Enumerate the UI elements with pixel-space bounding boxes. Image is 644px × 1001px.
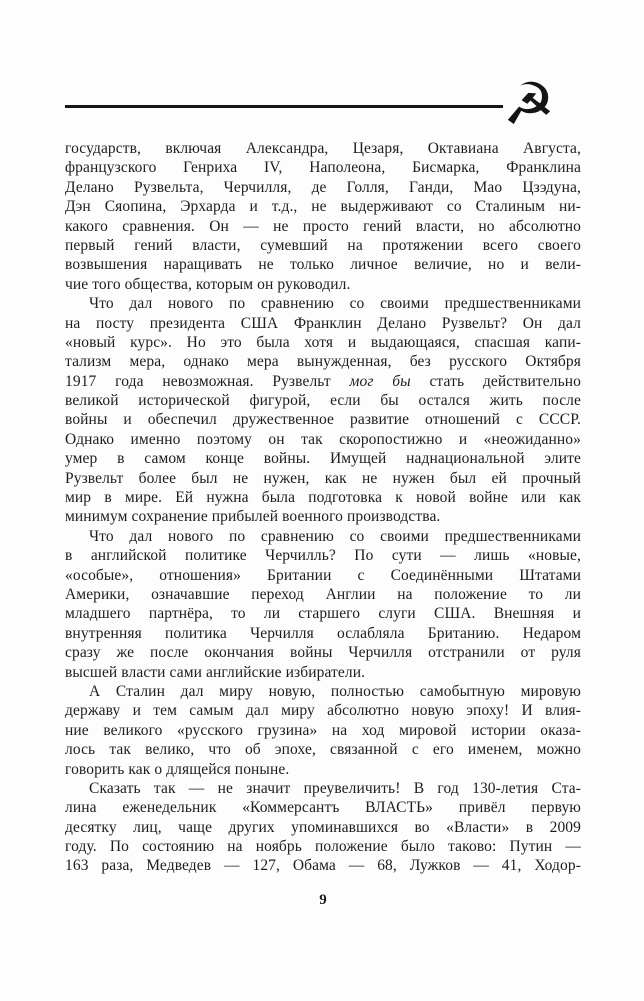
text-line: государств, включая Александра, Цезаря, Октавиана Августа, [65,140,581,157]
text-line: возвышения наращивать не только личное величие, но и вели- [65,256,581,274]
text-line: Что дал нового по сравнению со своими предшественниками [89,295,581,313]
page-number: 9 [319,892,327,908]
text-line: на посту президента США Франклин Делано Рузвельт? Он дал [65,314,581,332]
text-line: «новый курс». Но это была хотя и выдающаяся, спасшая капи- [65,333,581,351]
text-line: минимум сохранение прибылей военного производства. [65,508,441,526]
text-line: чие того общества, которым он руководил. [65,275,351,293]
text-line: 163 раза, Медведев — 127, Обама — 68, Лужков — 41, Ходор- [65,857,581,875]
text-line: лось так велико, что об эпохе, связанной с его именем, можно [65,741,581,759]
text-line: войны и обеспечил дружественное развитие отношений с СССР. [65,411,581,429]
text-line: Дэн Сяопина, Эрхарда и т.д., не выдерживают со Сталиным ни- [65,198,581,216]
paragraph [65,682,581,779]
text-line: великой исторической фигурой, если бы остался жить после [65,392,581,410]
text-line: говорить как о длящейся поныне. [65,760,290,778]
text-line: высшей власти сами английские избиратели. [65,663,366,681]
text-line: году. По состоянию на ноябрь положение было таково: Путин — [65,838,581,856]
text-line: «особые», отношения» Британии с Соединёнными Штатами [65,566,581,584]
text-line: десятку лиц, чаще других упоминавшихся во «Власти» в 2009 [65,818,581,836]
text-line: какого сравнения. Он — не просто гений власти, но абсолютно [65,217,581,235]
text-line: умер в самом конце войны. Имущей наднациональной элите [65,450,581,468]
horizontal-rule [65,105,503,108]
text-line: мир в мире. Ей нужна была подготовка к новой войне или как [65,489,581,507]
paragraph [65,139,581,294]
text-line: Рузвельт более был не нужен, как не нужен был ей прочный [65,469,581,487]
text-line: Однако именно поэтому он так скоропостижно и «неожиданно» [65,430,581,448]
text-line: сразу же после окончания войны Черчилля отстранили от руля [65,644,581,662]
text-line: младшего партнёра, то ли старшего слуги США. Внешняя и [65,605,581,623]
paragraph [65,527,581,682]
text-line: французского Генриха IV, Наполеона, Бисмарка, Франклина [65,159,581,177]
text-line: лина еженедельник «Коммерсантъ ВЛАСТЬ» привёл первую [65,799,581,817]
text-line: Америки, означавшие переход Англии на положение то ли [65,585,581,603]
text-line: тализм мера, однако мера вынужденная, без русского Октября [65,353,581,371]
text-line: державу и тем самым дал миру абсолютно новую эпоху! И влия- [65,702,581,720]
text-line: ние великого «русского грузина» на ход мировой истории оказа- [65,721,581,739]
hammer-and-sickle-icon: ☭ [503,70,555,138]
text-line: Что дал нового по сравнению со своими предшественниками [89,527,581,545]
text-line: Сказать так — не значит преувеличить! В год 130-летия Ста- [89,779,581,797]
text-line: А Сталин дал миру новую, полностью самобытную мировую [89,682,581,700]
text-line: 1917 года невозможная. Рузвельт мог бы стать действительно [65,372,581,390]
text-line: первый гений власти, сумевший на протяжении всего своего [65,236,581,254]
text-line: внутренняя политика Черчилля ослабляла Британию. Недаром [65,624,581,642]
text-line: Делано Рузвельта, Черчилля, де Голля, Ганди, Мао Цзэдуна, [65,178,581,196]
page-text [65,139,581,876]
paragraph [65,294,581,527]
text-line: в английской политике Черчилль? По сути — лишь «новые, [65,547,581,565]
paragraph [65,779,581,876]
